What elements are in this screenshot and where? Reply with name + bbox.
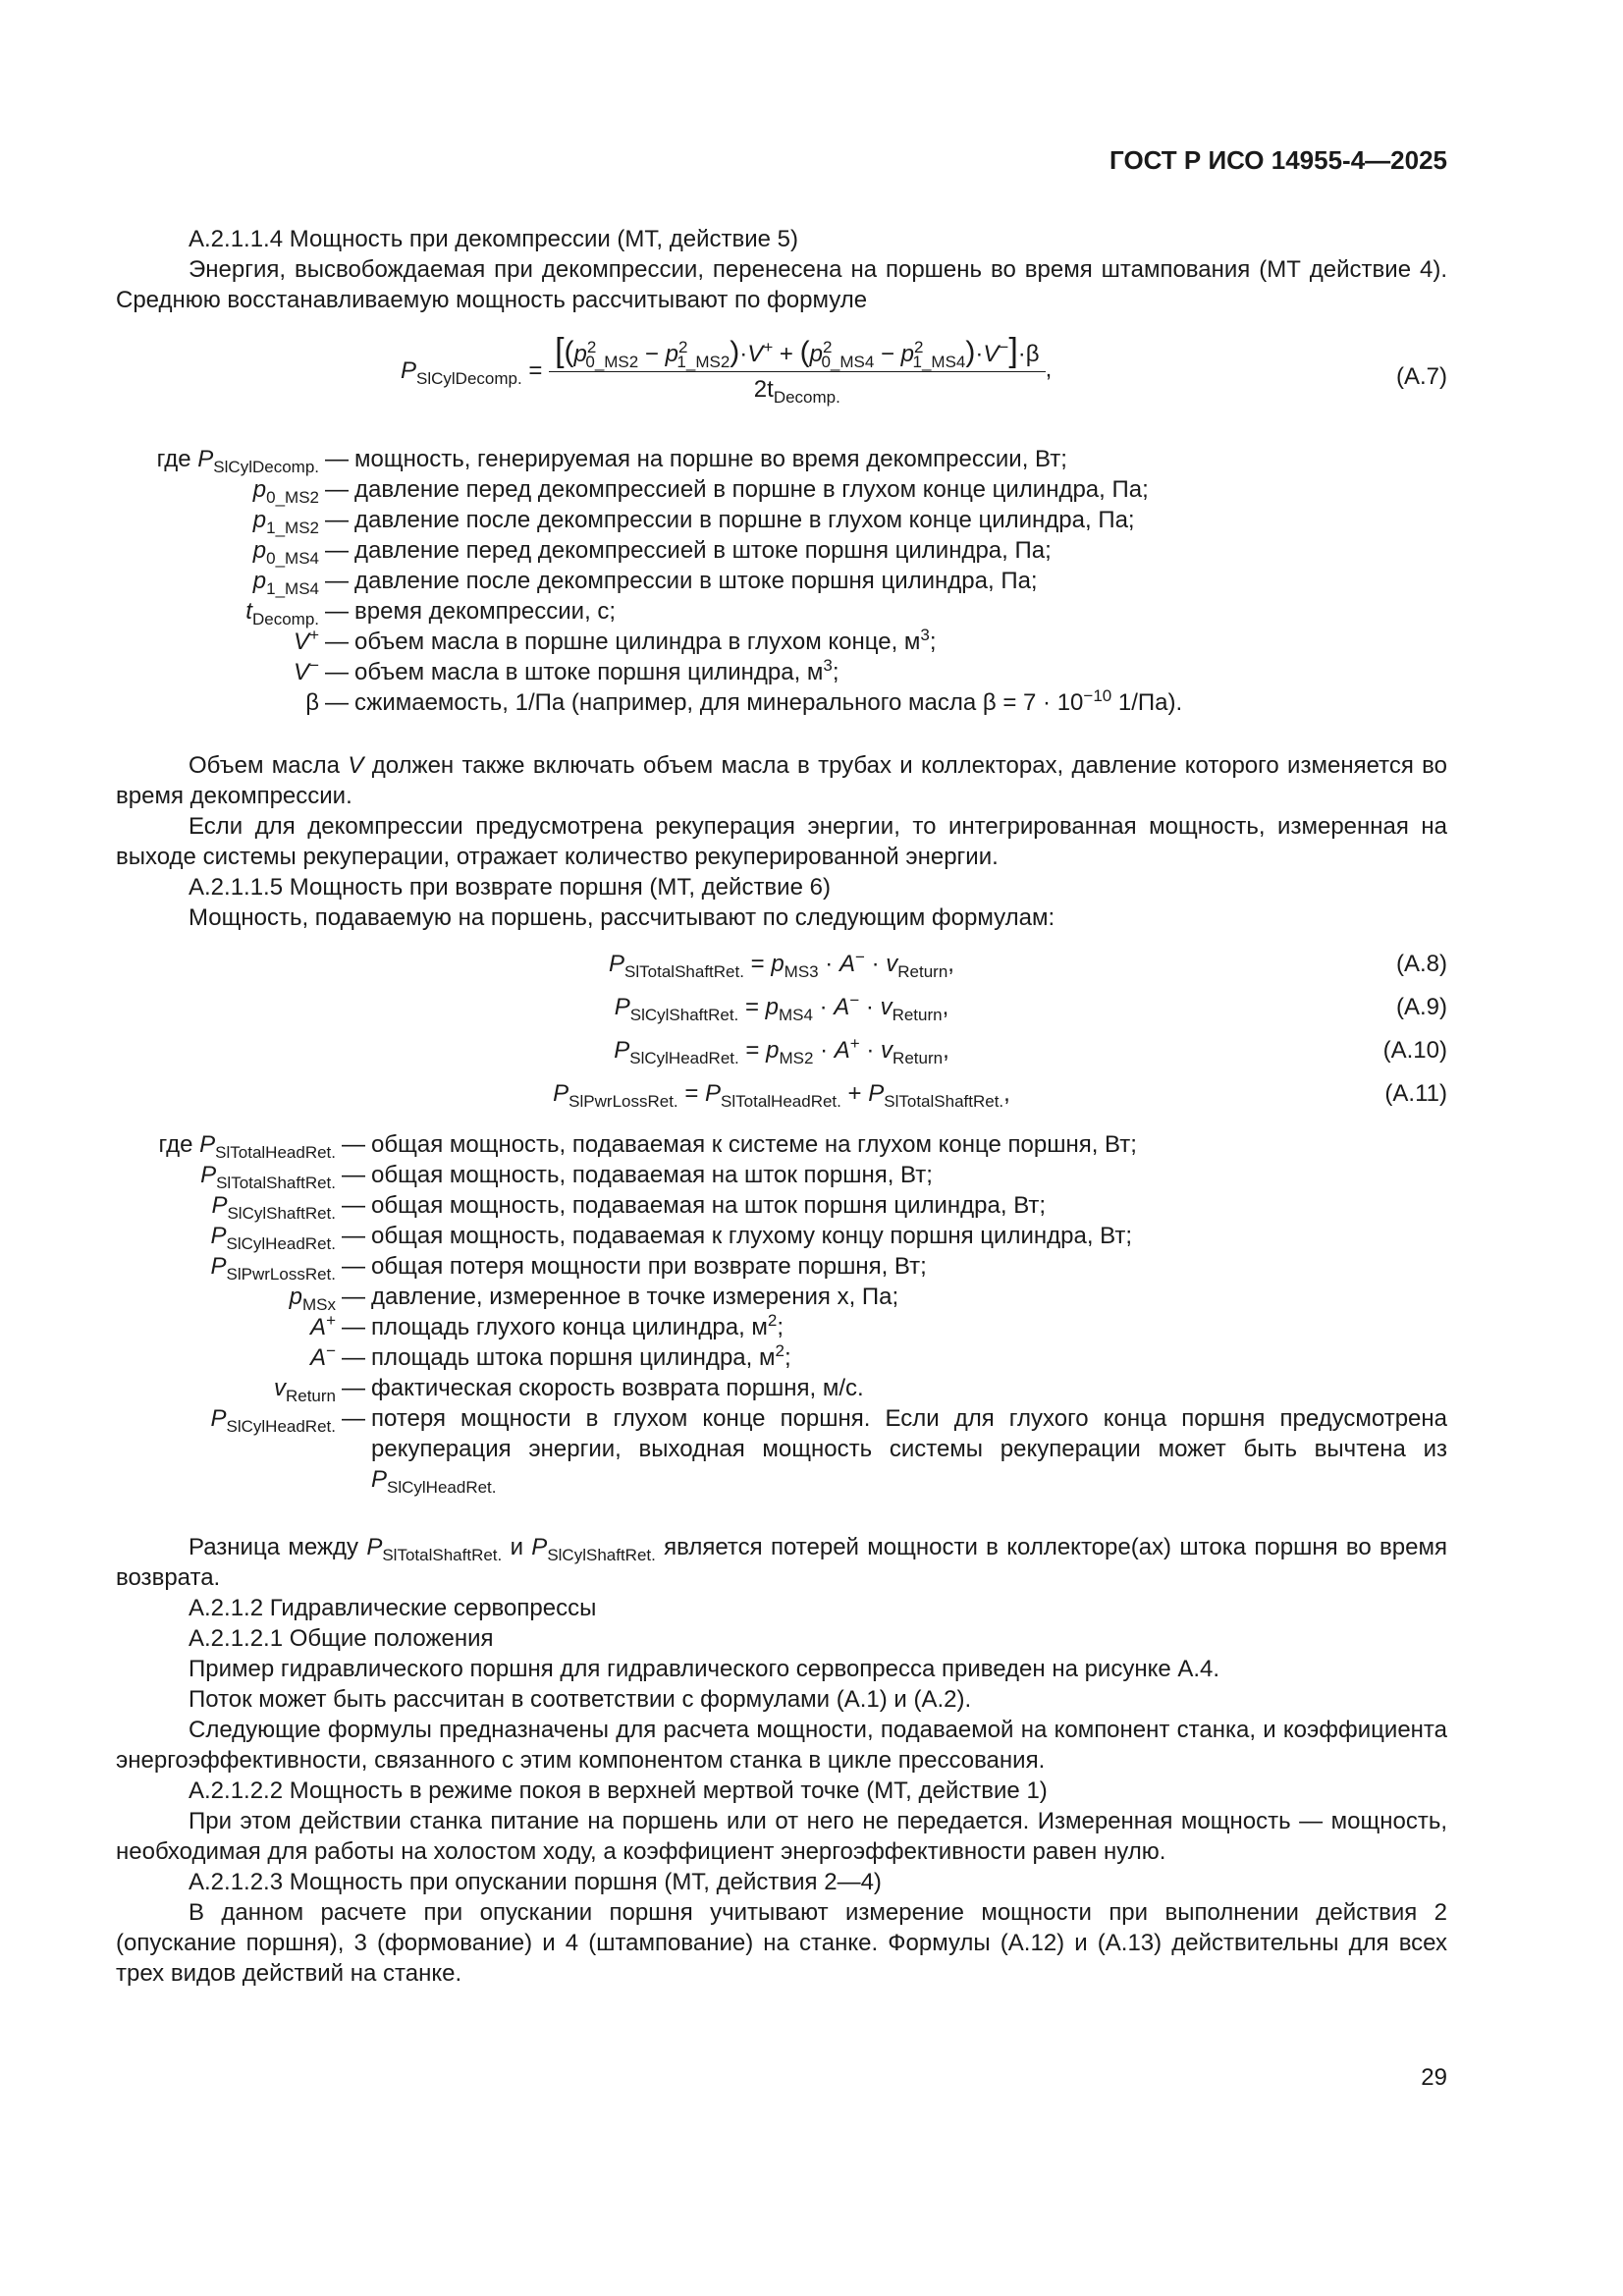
legend-row: V− — объем масла в штоке поршня цилиндра, $м^3$;	[294, 656, 839, 685]
equation-a7	[116, 332, 1447, 426]
legend-row: $p_{1\_MS4}$ — давление после декомпрессии в штоке поршня цилиндра, Па;	[252, 568, 1038, 598]
document-header: ГОСТ Р ИСО 14955-4—2025	[1109, 145, 1447, 175]
equation-a8: $P_{SlTotalShaftRet.} = p_{MS3} \cdot A^- \cdot v_{Return}$, (A.8)	[609, 948, 1447, 981]
legend-row: A+ — площадь глухого конца цилиндра, $м^2$;	[310, 1311, 784, 1340]
equation-a10: $P_{SlCylHeadRet.} = p_{MS2} \cdot A^+ \cdot v_{Return}$, (A.10)	[614, 1034, 1447, 1067]
legend-row: $p_{1\_MS2}$ — давление после декомпрессии в поршне в глухом конце цилиндра, Па;	[252, 507, 1135, 537]
legend-row: V+ — объем масла в поршне цилиндра в глухом конце, $м^3$;	[294, 626, 937, 655]
equation-fraction	[549, 332, 1046, 407]
text-block	[116, 1532, 1447, 1989]
legend-row: где $P_{SlTotalHeadRet.}$ — общая мощность, подаваемая к системе на глухом конце поршня, Вт;	[158, 1131, 1137, 1162]
legend-row: $t_{Decomp.}$ — время декомпрессии, с;	[245, 598, 617, 629]
legend-return	[116, 1129, 1447, 1495]
legend-row: $P_{SlCylShaftRet.}$ — общая мощность, подаваемая на шток поршня цилиндра, Вт;	[211, 1192, 1047, 1223]
text-block	[116, 750, 1447, 933]
paragraph: Поток может быть рассчитан в соответствии с формулами (А.1) и (А.2).	[189, 1686, 972, 1713]
section-title: А.2.1.2 Гидравлические сервопрессы	[189, 1595, 597, 1621]
equations-return	[116, 949, 1447, 1121]
legend-row: $p_{0\_MS2}$ — давление перед декомпрессией в поршне в глухом конце цилиндра, Па;	[252, 476, 1149, 507]
paragraph: Пример гидравлического поршня для гидравлического сервопресса приведен на рисунке А.4.	[189, 1656, 1220, 1682]
equation-a11: $P_{SlPwrLossRet.} = P_{SlTotalHeadRet.} + P_{SlTotalShaftRet.}$, (A.11)	[553, 1080, 1447, 1111]
paragraph: Разница между $P_{SlTotalShaftRet.}$ и $P_{SlCylShaftRet.}$ является потерей мощности в коллекторе(ах) штока поршня во время возврата.	[116, 1534, 1447, 1591]
paragraph: В данном расчете при опускании поршня учитывают измерение мощности при выполнении действия 2 (опускание поршня), 3 (формование) и 4 (штампование) на станке. Формулы (А.12) и (А.13) действительны для всех трех видов действий на станке.	[116, 1899, 1447, 1987]
legend-row: $P_{SlPwrLossRet.}$ — общая потеря мощности при возврате поршня, Вт;	[210, 1253, 927, 1284]
section-title: А.2.1.1.4 Мощность при декомпрессии (МТ, действие 5)	[189, 226, 798, 252]
legend-row: β — сжимаемость, 1/Па (например, для минерального масла $\beta = 7 \cdot 10^{-10}$ 1/Па).	[305, 686, 1183, 716]
legend-row: $p_{0\_MS4}$ — давление перед декомпрессией в штоке поршня цилиндра, Па;	[252, 537, 1052, 568]
legend-row: $v_{Return}$ — фактическая скорость возврата поршня, м/с.	[273, 1375, 864, 1405]
section-decompression	[116, 224, 1447, 315]
paragraph: Если для декомпрессии предусмотрена рекуперация энергии, то интегрированная мощность, измеренная на выходе системы рекуперации, отражает количество рекуперированной энергии.	[116, 813, 1447, 870]
equation-a9: $P_{SlCylShaftRet.} = p_{MS4} \cdot A^- \cdot v_{Return}$, (A.9)	[614, 991, 1447, 1024]
equation-number: (A.7)	[1395, 363, 1447, 390]
paragraph: Мощность, подаваемую на поршень, рассчитывают по следующим формулам:	[189, 904, 1055, 931]
legend-row: $P_{SlCylHeadRet.}$ — потеря мощности в глухом конце поршня. Если для глухого конца поршня предусмотрена рекуперация энергии, выходная мощность системы рекуперации может быть вычтена из $P_{SlCylHeadRet.}$	[210, 1405, 1447, 1497]
paragraph: Энергия, высвобождаемая при декомпрессии, перенесена на поршень во время штампования (МТ действие 4). Среднюю восстанавливаемую мощность рассчитывают по формуле	[116, 256, 1447, 313]
document-page	[116, 0, 1447, 2296]
page-number: 29	[1421, 2064, 1447, 2091]
legend-row: где $P_{SlCylDecomp.}$ — мощность, генерируемая на поршне во время декомпрессии, Вт;	[156, 446, 1067, 476]
section-title: А.2.1.1.5 Мощность при возврате поршня (МТ, действие 6)	[189, 874, 831, 901]
section-title: А.2.1.2.2 Мощность в режиме покоя в верхней мертвой точке (МТ, действие 1)	[189, 1777, 1048, 1804]
paragraph: Объем масла V должен также включать объем масла в трубах и коллекторах, давление которого изменяется во время декомпрессии.	[116, 752, 1448, 809]
equation-lhs: $P_{SlCylDecomp.}$ =	[401, 356, 543, 388]
legend-row: A− — площадь штока поршня цилиндра, $м^2$;	[310, 1341, 791, 1371]
legend-row: $p_{MSx}$ — давление, измеренное в точке измерения х, Па;	[289, 1284, 899, 1314]
equation-numerator: $[(p^2_{0\_MS2} - p^2_{1\_MS2})\cdot V^+ + (p^2_{0\_MS4} - p^2_{1\_MS4})\cdot V^-]\cdot\beta$	[549, 336, 1046, 372]
paragraph: Следующие формулы предназначены для расчета мощности, подаваемой на компонент станка, и коэффициента энергоэффективности, связанного с этим компонентом станка в цикле прессования.	[116, 1717, 1447, 1774]
legend-row: $P_{SlTotalShaftRet.}$ — общая мощность, подаваемая на шток поршня, Вт;	[200, 1162, 933, 1192]
section-title: А.2.1.2.3 Мощность при опускании поршня (МТ, действия 2—4)	[189, 1869, 882, 1895]
section-title: А.2.1.2.1 Общие положения	[189, 1625, 494, 1652]
paragraph: При этом действии станка питание на поршень или от него не передается. Измеренная мощность — мощность, необходимая для работы на холостом ходу, а коэффициент энергоэффективности равен нулю.	[116, 1808, 1447, 1865]
legend-decompression	[116, 444, 1447, 718]
legend-row: $P_{SlCylHeadRet.}$ — общая мощность, подаваемая к глухому концу поршня цилиндра, Вт;	[210, 1223, 1133, 1253]
equation-denominator: $2t_{Decomp.}$	[753, 376, 840, 407]
equation-a7-formula: $P_{SlCylDecomp.}$ = $\frac{[(p^2_{0\_MS2} - p^2_{1\_MS2})\cdot V^+ + (p^2_{0\_MS4} - p^2_{1\_MS4})\cdot V^-]\cdot\beta}{2t_{Decomp.}}$ ,	[401, 332, 1053, 407]
